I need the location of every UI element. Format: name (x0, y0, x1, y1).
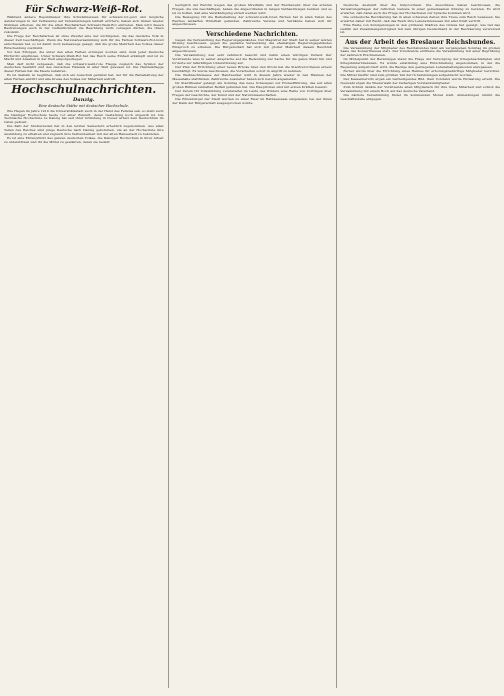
paragraph: Die Versammlung der Mitglieder des Reichsbundes fand am vergangenen Sonntag im großen Saale des Konzerthauses statt. Der Vorsitzende eröffnete die Versammlung mit einer Begrüßung der zahlreich Erschienenen. (340, 45, 501, 58)
paragraph: Der Kassenbericht ergab ein befriedigendes Bild. Dem Vorstand wurde Entlastung erteilt. Die Neuwahl ergab die Wiederwahl der bisherigen Vorstandsmitglieder. (340, 77, 501, 85)
paragraph: Ferner wurde über die Errichtung eines Heimes für erholungsbedürftige Mitglieder berichtet. Die Mittel hierfür sind zum größten Teil durch Sammlungen aufgebracht worden. (340, 69, 501, 77)
column-1 (4, 4, 164, 688)
paragraph: Die nächste Versammlung findet im kommenden Monat statt. Anmeldungen nimmt die Geschäftsstelle entgegen. (340, 93, 501, 101)
paragraph: Die Weihnachtsmesse der Handwerker wird in diesem Jahre wieder in den Räumen der Messehalle stattfinden. Zahlreiche Aussteller haben sich bereits angemeldet. (172, 72, 332, 81)
paragraph: Zum Schluß dankte der Vorsitzende allen Mitgliedern für ihre treue Mitarbeit und schloß die Versammlung mit einem Hoch auf das deutsche Vaterland. (340, 85, 501, 93)
paragraph: Im Stadttheater gelangt am Sonntag das neue Schauspiel zur Erstaufführung, das auf allen großen Bühnen lebhaften Beifall gefunden hat. Die Hauptrollen sind mit ersten Kräften besetzt. (172, 80, 332, 89)
section-place: Danzig. (73, 97, 95, 104)
section-heading: Aus der Arbeit des Breslauer Reichsbundes. (345, 38, 496, 46)
column-divider (168, 4, 169, 688)
column-3 (340, 4, 500, 688)
article-heading: Für Schwarz-Weiß-Rot. (25, 5, 143, 15)
section-heading: Verschiedene Nachrichten. (206, 30, 298, 38)
paragraph: Vor den Erfolgen, die unter den alten Farben errungen worden sind, muß jeder Deutsche Ehrfurcht empfinden. Unter Schwarz-Weiß-Rot hat das Reich seine Einheit erkämpft und ist zu Macht und Ansehen in der Welt emporgestiegen. (4, 49, 164, 62)
paragraph: Eine Reihe von Kundgebungen in den größeren Städten des Ostens hat gezeigt, wie tief das Gefühl der Zusammengehörigkeit mit dem übrigen Deutschland in der Bevölkerung verwurzelt ist. (340, 22, 501, 35)
paragraph: Es ist deshalb zu begrüßen, daß sich ein Ausschuß gebildet hat, der für die Beibehaltung der alten Farben eintritt und alle Kreise des Volkes zur Mitarbeit aufruft. (4, 73, 164, 81)
paragraph: Der Plan der Errichtung einer neuen Brücke über den Strom hat die Stadtverordneten erneut beschäftigt. Es wurde beschlossen, die Vorarbeiten sofort in Angriff zu nehmen. (172, 64, 332, 73)
paragraph: Während andere Republikaner ihre Schwärmereien für schwarz-rot-gold und mögliche Aenderungen in der Verfassung auf Versammlungen lebhaft erörtern, haben sich immer wieder Stimmen erhoben, die für die alten Reichsfarben Schwarz-Weiß-Rot eintreten. Man wird diesen Bestrebungen auch in der Oeffentlichkeit die Beachtung nicht versagen dürfen, die ihnen zukommt. (4, 15, 164, 34)
column-2 (172, 4, 332, 688)
newspaper-page (4, 4, 500, 688)
paragraph: Die Frage der Reichsfarben ist ohne Zweifel eine der wichtigsten, die das deutsche Volk in dieser Zeit beschäftigen. Wenn die Nationalversammlung sich für die Farben Schwarz-Rot-Gold entschieden hat, so ist damit doch keineswegs gesagt, daß die große Mehrheit des Volkes dieser Entscheidung zustimmt. (4, 34, 164, 50)
paragraph: Wie Hagen im Jahre 1919 die Universitätsstadt auch in der Hand des Feindes sah, so steht auch die Danziger Hochschule heute vor einer Zukunft, deren Gestaltung noch ungewiß ist. Die Technische Hochschule zu Danzig hat seit ihrer Gründung in treuer Arbeit dem Deutschtum im Osten gedient. (4, 108, 164, 125)
paragraph: Deutsche Auskunft über die Ostprovinzen. Die Ausschüsse haben beschlossen, die Verwaltungsfragen der östlichen Gebiete in einer gemeinsamen Sitzung zu beraten. Es wird erwartet, daß dabei auch die Frage der Hochschulen zur Sprache kommen wird. (340, 4, 501, 15)
column-divider (336, 4, 337, 688)
paragraph: Man darf nicht vergessen, daß die schwarz-weiß-rote Flagge zugleich das Symbol der deutschen Seefahrt und des deutschen Handels in aller Welt gewesen ist. Die Handelsflagge dieser Farben hat die Meere befahren. (4, 61, 164, 73)
paragraph: Gegen die Verwandlung des Regierungsgebäudes. Der Magistrat der Stadt hat in seiner letzten Sitzung beschlossen, gegen die geplante Verwendung des ehemaligen Regierungsgebäudes Einspruch zu erheben. Die Bürgerschaft hat sich mit großer Mehrheit diesem Beschluß angeschlossen. (172, 37, 332, 53)
paragraph: Es ist eine Ehrenpflicht des ganzen deutschen Volkes, die Danziger Hochschule in ihrer Arbeit zu unterstützen und ihr die Mittel zu gewähren, deren sie bedarf. (4, 136, 164, 144)
section-subheading: Eine deutsche Stätte mit deutscher Hochschule. (38, 104, 130, 109)
paragraph: Die Zahl der Studierenden hat in den letzten Semestern erheblich zugenommen. Aus allen Teilen des Reiches sind junge Deutsche nach Danzig gekommen, um an der Hochschule ihre Ausbildung zu erhalten und zugleich ihre Verbundenheit mit der alten Hansestadt zu bekunden. (4, 124, 164, 136)
paragraph: Die Bewegung für die Beibehaltung der schwarz-weiß-roten Farben hat in allen Teilen des Reiches lebhaften Widerhall gefunden. Zahlreiche Vereine und Verbände haben sich ihr angeschlossen. (172, 14, 332, 27)
section-rule (340, 36, 500, 37)
paragraph: Der Verein für Volksbildung veranstaltet im Laufe des Winters eine Reihe von Vorträgen über Fragen der Geschichte, der Kunst und der Naturwissenschaften. (172, 88, 332, 97)
paragraph: bezüglich der Reform wegen des großen Streitfalls und der Reichswehr, über die ernsten Fragen, die uns beschäftigen, haben die Abgeordneten in langen Verhandlungen beraten und es ist zu hoffen, daß eine Verständigung erzielt werden wird. (172, 4, 332, 15)
paragraph: Die Versammlung war sehr zahlreich besucht und nahm einen würdigen Verlauf. Der Vorsitzende wies in seiner Ansprache auf die Bedeutung der Sache für die ganze Stadt hin und forderte zur tatkräftigen Unterstützung auf. (172, 53, 332, 65)
paragraph: Die Ehrenbürger der Stadt wurden zu einer Feier im Rathaussaale eingeladen, bei der ihnen der Dank der Bürgerschaft ausgesprochen wurde. (172, 96, 332, 105)
section-heading: Hochschulnachrichten. (11, 83, 157, 97)
paragraph: Die ostdeutsche Bevölkerung hat in allen schweren Zeiten ihre Treue zum Reich bewiesen. Sie erwartet daher mit Recht, daß das Reich ihre Lebensinteressen mit aller Kraft vertritt. (340, 14, 501, 23)
paragraph: Im Mittelpunkt der Beratungen stand die Frage der Versorgung der Kriegsbeschädigten und Kriegshinterbliebenen. Es wurde einstimmig eine Entschließung angenommen, in der die Regierung aufgefordert wird, die Bezüge den gestiegenen Lebenshaltungskosten anzupassen. (340, 57, 501, 69)
section-rule (172, 28, 332, 29)
